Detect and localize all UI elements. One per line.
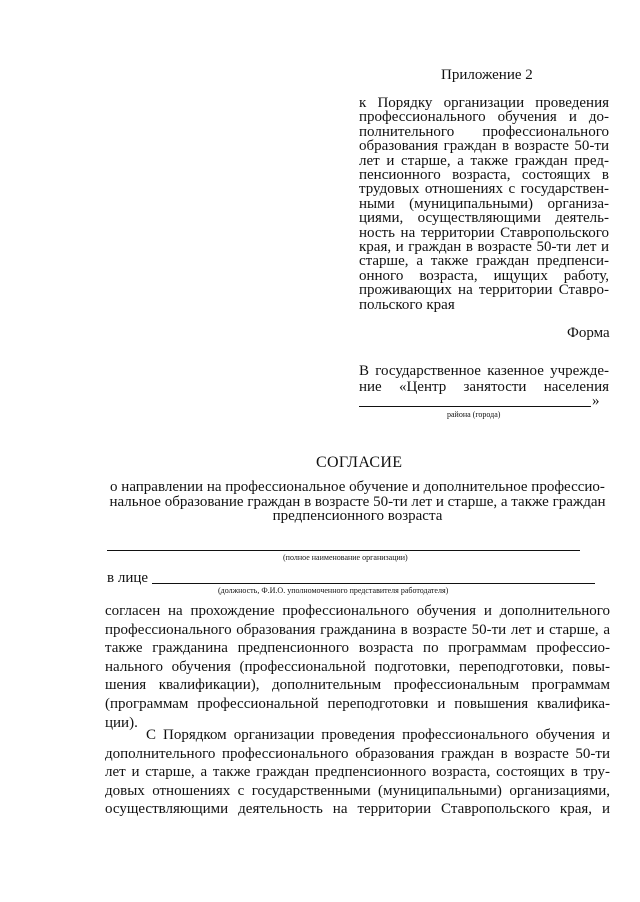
addressee-closing-quote: » [592,393,600,409]
appendix-text-line: старше, а также граждан предпенси- [359,253,609,270]
body-text-line: (программам профессиональной переподготовки и повышения квалифика- [105,696,610,712]
appendix-text-line: пенсионного возраста, состоящих в [359,167,609,183]
addressee-caption: района (города) [447,410,501,419]
subtitle-line: предпенсионного возраста [272,508,443,524]
body-text-line: довых отношениях с государственными (муниципальными) организациями, [105,782,610,799]
subtitle-line: о направлении на профессиональное обучение и дополнительное профессио- [110,479,605,495]
appendix-title: Приложение 2 [441,67,533,83]
appendix-text-line: края, и граждан в возрасте 50-ти лет и [359,239,609,255]
body-text-line: также гражданина предпенсионного возраста по программам профессио- [105,640,610,657]
body-text-line: лет и старше, а также граждан предпенсионного возраста, состоящих в тру- [105,764,610,781]
appendix-text-line: польского края [359,296,455,313]
body-text-line: С Порядком организации проведения профессионального обучения и [146,727,610,743]
organization-name-field[interactable] [107,550,580,551]
subtitle-line: нальное образование граждан в возрасте 50-ти лет и старше, а также граждан [109,493,606,510]
appendix-text-line: полнительного профессионального [359,123,609,140]
appendix-text-line: трудовых отношениях с государствен- [359,181,609,198]
form-label: Форма [567,325,610,341]
appendix-text-line: онного возраста, ищущих работу, [359,267,609,284]
appendix-text-line: циями, осуществляющими деятель- [359,210,609,227]
appendix-text-line: лет и старше, а также граждан пред- [359,152,609,169]
document-title: СОГЛАСИЕ [316,454,403,471]
appendix-text-line: к Порядку организации проведения [359,95,609,111]
addressee-line-1: В государственное казенное учрежде- [359,363,609,379]
body-text-line: шения квалификации), дополнительным профессиональным программам [105,677,610,694]
representative-field[interactable] [152,583,595,584]
appendix-text-line: образования граждан в возрасте 50-ти [359,138,609,155]
body-text-line: нального обучения (профессиональной подготовки, переподготовки, повы- [105,658,610,675]
appendix-text-line: профессионального обучения и до- [359,109,609,126]
body-text-line: ции). [105,714,138,731]
addressee-blank-line[interactable] [359,406,591,407]
body-text-line: осуществляющими деятельность на территории Ставропольского края, и [105,801,610,818]
addressee-line-2: ние «Центр занятости населения [359,379,609,395]
appendix-text-line: проживающих на территории Ставро- [359,282,609,299]
appendix-text-line: ными (муниципальными) организа- [359,195,609,212]
body-text-line: согласен на прохождение профессионального обучения и дополнительного [105,603,610,619]
body-text-line: дополнительного профессионального образования граждан в возрасте 50-ти [105,745,610,762]
organization-name-caption: (полное наименование организации) [283,553,408,562]
body-text-line: профессионального образования гражданина в возрасте 50-ти лет и старше, а [105,621,610,638]
representative-label: в лице [107,570,149,586]
representative-caption: (должность, Ф.И.О. уполномоченного представителя работодателя) [218,586,449,595]
appendix-text-line: ность на территории Ставропольского [359,224,609,241]
